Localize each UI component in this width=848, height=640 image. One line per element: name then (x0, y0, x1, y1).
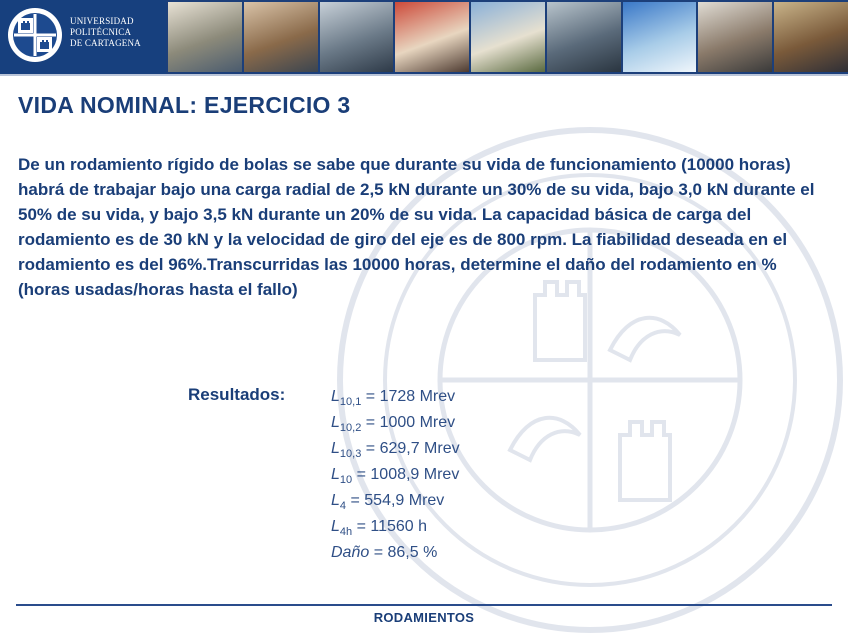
header-divider (0, 74, 848, 76)
lab-photo (320, 2, 394, 72)
results-list (331, 386, 460, 568)
result-item: $L_4 = 554,9$ Mrev (331, 492, 445, 512)
university-logo (0, 0, 166, 74)
result-item: $L_{10,2} = 1000$ Mrev (331, 414, 456, 434)
building-photo (168, 2, 242, 72)
result-item: Daño = 86,5 % (331, 544, 438, 561)
computers-photo (547, 2, 621, 72)
result-item: $L_{10,1} = 1728$ Mrev (331, 388, 456, 408)
result-item: $L_{10,3} = 629,7$ Mrev (331, 440, 460, 460)
slide-title: VIDA NOMINAL: EJERCICIO 3 (18, 92, 351, 118)
footer-title: RODAMIENTOS (373, 610, 475, 625)
university-name: UNIVERSIDAD POLITÉCNICA DE CARTAGENA (70, 16, 141, 48)
entrance-photo (774, 2, 848, 72)
result-item: $L_{4h} = 11560$ h (331, 518, 428, 538)
footer-divider (16, 604, 832, 606)
sky-photo (623, 2, 697, 72)
students-photo (244, 2, 318, 72)
header-banner (0, 0, 848, 74)
campus-photo (471, 2, 545, 72)
results-label: Resultados: (188, 385, 286, 404)
university-emblem-icon (6, 6, 64, 64)
group-photo (698, 2, 772, 72)
result-item: $L_{10} = 1008,9$ Mrev (331, 466, 460, 486)
problem-statement: De un rodamiento rígido de bolas se sabe que durante su vida de funcionamiento (10000 horas) habrá de trabajar bajo una carga radial de 2,5 kN durante un 30% de su vida, bajo 3,0 kN durante el 50% de su vida, y bajo 3,5 kN durante un 20% de su vida. La capacidad básica de carga del rodamiento es de 30 kN y la velocidad de giro del eje es de 800 rpm. La fiabilidad deseada en el rodamiento es del 96%.Transcurridas las 10000 horas, determine el daño del rodamiento en % (horas usadas/horas hasta el fallo) (18, 155, 815, 299)
classroom-photo (395, 2, 469, 72)
